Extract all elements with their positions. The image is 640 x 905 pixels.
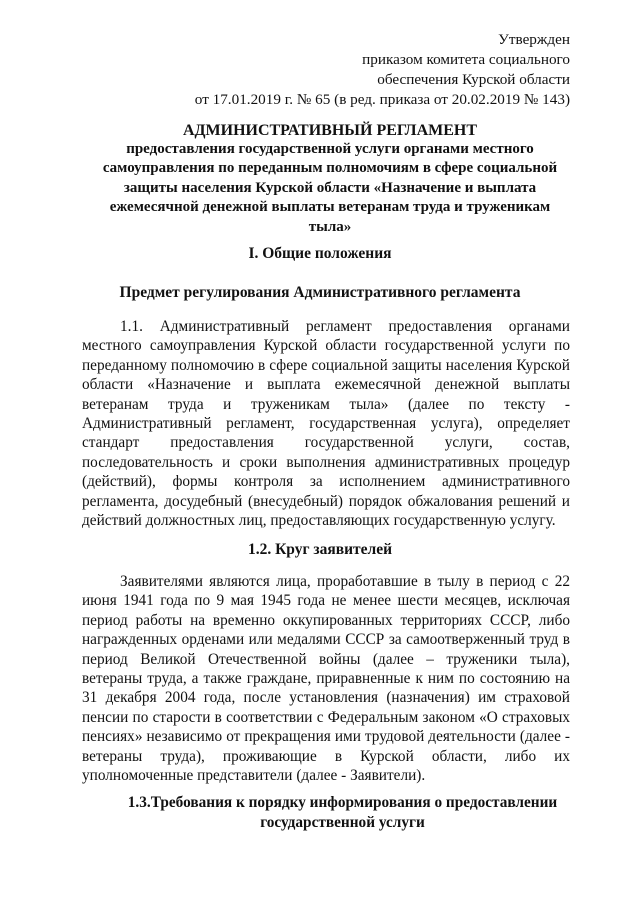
section-heading-general: I. Общие положения	[248, 245, 392, 262]
section-heading-applicants: 1.2. Круг заявителей	[247, 541, 393, 558]
approval-line-approved: Утвержден	[498, 31, 570, 48]
section-heading-informing: 1.3.Требования к порядку информирования о предоставлении государственной услуги	[127, 794, 558, 831]
document-title: АДМИНИСТРАТИВНЫЙ РЕГЛАМЕНТ	[182, 122, 478, 139]
approval-line-committee: обеспечения Курской области	[377, 71, 570, 88]
approval-line-date: от 17.01.2019 г. № 65 (в ред. приказа от 20.02.2019 № 143)	[194, 91, 570, 108]
approval-line-order: приказом комитета социального	[362, 51, 570, 68]
paragraph-1-1: 1.1. Административный регламент предоставления органами местного самоуправления Курской области государственной услуги по переданному полномочию в сфере социальной защиты населения Курской области «Назначение и выплата ежемесячной денежной выплаты ветеранам труда и труженикам тыла» (далее по тексту - Административный регламент, государственная услуга), определяет стандарт предоставления государственной услуги, состав, последовательность и сроки выполнения административных процедур (действий), формы контроля за исполнением административного регламента, досудебный (внесудебный) порядок обжалования решений и действий должностных лиц, предоставляющих государственную услугу.	[82, 318, 570, 530]
approval-stamp	[195, 30, 570, 110]
document-subtitle: предоставления государственной услуги органами местного самоуправления по переданным полномочиям в сфере социальной защиты населения Курской области «Назначение и выплата ежемесячной денежной выплаты ветеранам труда и труженикам тыла»	[102, 141, 558, 235]
subject-heading: Предмет регулирования Административного регламента	[119, 284, 521, 301]
paragraph-1-2: Заявителями являются лица, проработавшие в тылу в период с 22 июня 1941 года по 9 мая 1945 года не менее шести месяцев, исключая период работы на временно оккупированных территориях СССР, либо награжденных орденами или медалями СССР за самоотверженный труд в период Великой Отечественной войны (далее – труженики тыла), ветераны труда, а также граждане, приравненные к ним по состоянию на 31 декабря 2004 года, после установления (назначения) им страховой пенсии по старости в соответствии с Федеральным законом «О страховых пенсиях» независимо от прекращения ими трудовой деятельности (далее - ветераны труда), проживающие в Курской области, либо их уполномоченные представители (далее - Заявители).	[82, 573, 570, 785]
